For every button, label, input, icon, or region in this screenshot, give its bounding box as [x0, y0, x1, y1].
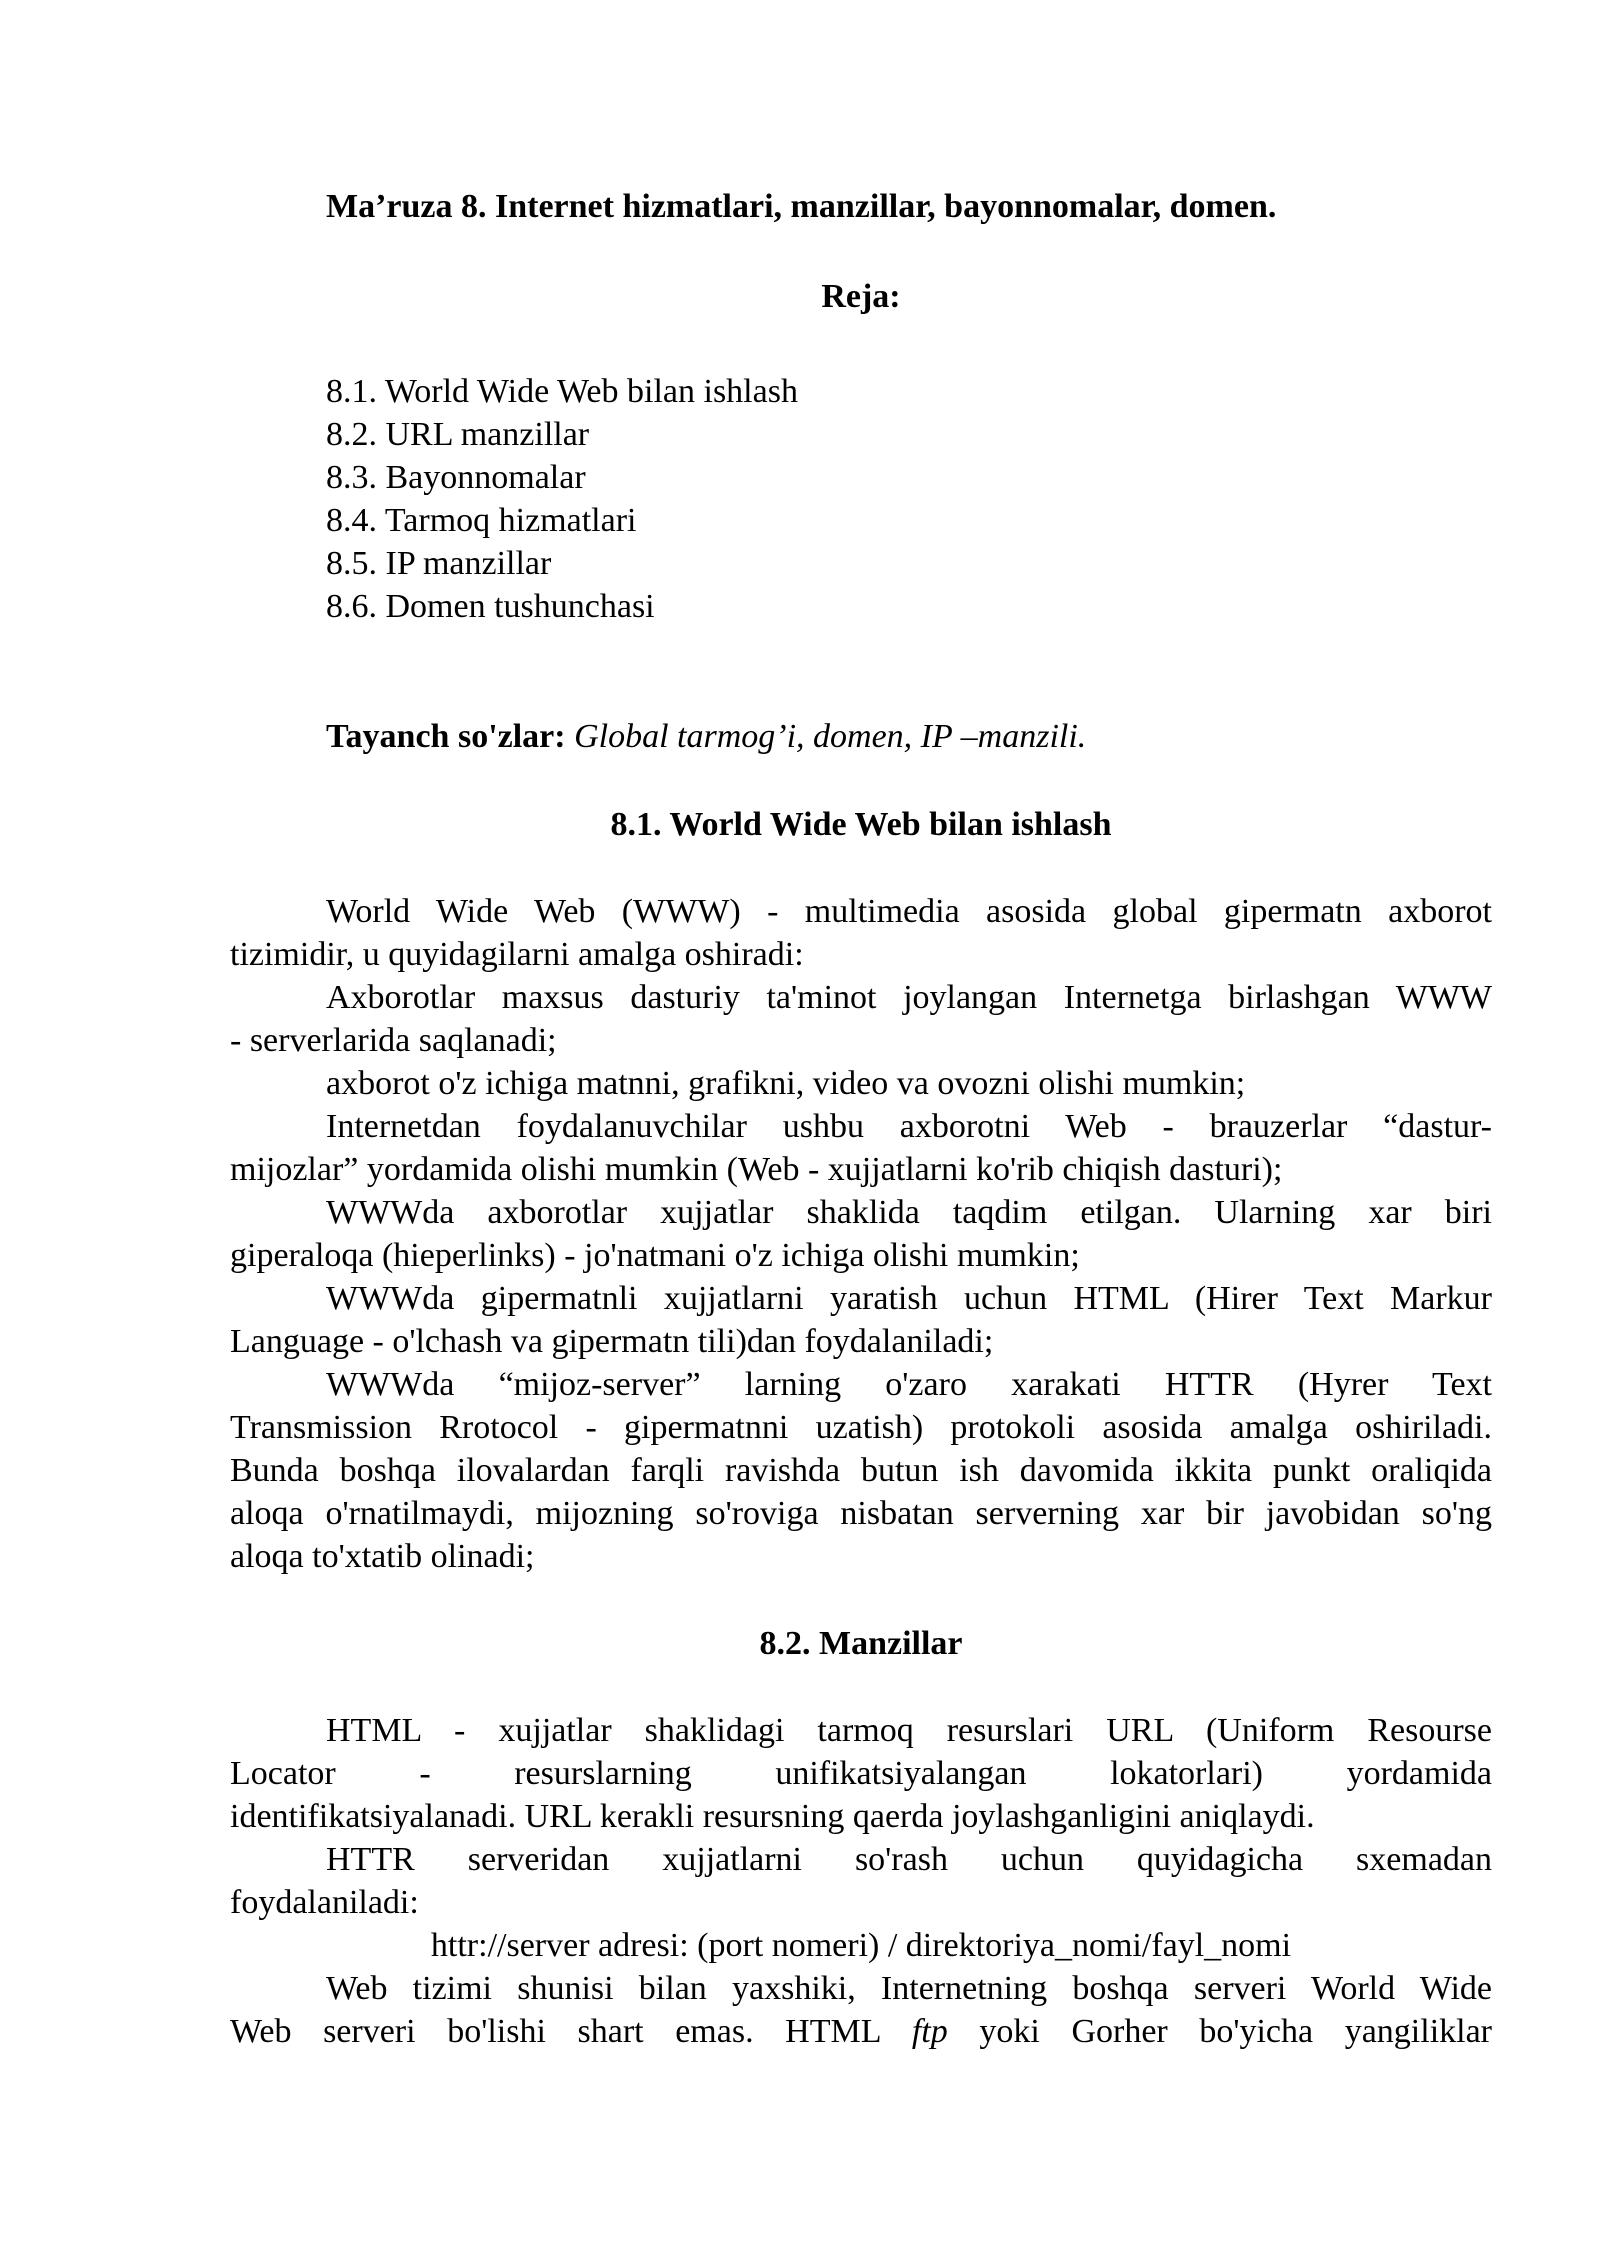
paragraph-line: Internetdan foydalanuvchilar ushbu axborotni Web - brauzerlar “dastur-: [326, 1108, 1492, 1145]
paragraph-line: Locator - resurslarning unifikatsiyalangan lokatorlari) yordamida: [230, 1755, 1492, 1792]
paragraph-line: Transmission Rrotocol - gipermatnni uzatish) protokoli asosida amalga oshiriladi.: [230, 1409, 1492, 1446]
paragraph-line: - serverlarida saqlanadi;: [230, 1022, 557, 1059]
plan-item: 8.1. World Wide Web bilan ishlash: [326, 373, 798, 410]
paragraph-line: WWWda gipermatnli xujjatlarni yaratish uchun HTML (Hirer Text Markur: [326, 1280, 1492, 1317]
plan-heading: Reja:: [821, 278, 901, 315]
paragraph-line: identifikatsiyalanadi. URL kerakli resursning qaerda joylashganligini aniqlaydi.: [230, 1798, 1315, 1835]
plan-item: 8.2. URL manzillar: [326, 416, 590, 453]
section-heading: 8.1. World Wide Web bilan ishlash: [610, 806, 1112, 843]
paragraph-line: mijozlar” yordamida olishi mumkin (Web - xujjatlarni ko'rib chiqish dasturi);: [230, 1151, 1283, 1188]
paragraph-line: Axborotlar maxsus dasturiy ta'minot joylangan Internetga birlashgan WWW: [326, 979, 1492, 1016]
paragraph-line: Language - o'lchash va gipermatn tili)dan foydalaniladi;: [230, 1323, 994, 1360]
paragraph-line: aloqa to'xtatib olinadi;: [230, 1538, 535, 1575]
paragraph-line: WWWda “mijoz-server” larning o'zaro xarakati HTTR (Hyrer Text: [326, 1366, 1492, 1403]
paragraph-line: Bunda boshqa ilovalardan farqli ravishda butun ish davomida ikkita punkt oraliqida: [230, 1452, 1492, 1489]
plan-item: 8.5. IP manzillar: [326, 545, 552, 582]
paragraph-line: giperaloqa (hieperlinks) - jo'natmani o'z ichiga olishi mumkin;: [230, 1237, 1080, 1274]
keywords-label: Tayanch so'zlar:: [326, 718, 566, 755]
document-title: Ma’ruza 8. Internet hizmatlari, manzillar, bayonnomalar, domen.: [326, 188, 1277, 225]
section-heading: 8.2. Manzillar: [759, 1625, 963, 1662]
paragraph-line: HTML - xujjatlar shaklidagi tarmoq resurslari URL (Uniform Resourse: [326, 1712, 1492, 1749]
paragraph-line: HTTR serveridan xujjatlarni so'rash uchun quyidagicha sxemadan: [326, 1841, 1492, 1878]
paragraph-line: aloqa o'rnatilmaydi, mijozning so'roviga nisbatan serverning xar bir javobidan so'ng: [230, 1495, 1492, 1532]
plan-item: 8.3. Bayonnomalar: [326, 459, 586, 496]
paragraph-line: [230, 2010, 1492, 2053]
plan-item: 8.6. Domen tushunchasi: [326, 588, 655, 625]
paragraph-line: Web tizimi shunisi bilan yaxshiki, Internetning boshqa serveri World Wide: [326, 1970, 1492, 2007]
ftp-term: ftp: [911, 2013, 948, 2050]
paragraph-line: World Wide Web (WWW) - multimedia asosida global gipermatn axborot: [326, 893, 1492, 930]
line-text: Web serveri bo'lishi shart emas. HTML: [230, 2013, 912, 2050]
paragraph-line: foydalaniladi:: [230, 1884, 419, 1921]
keywords-value: Global tarmog’i, domen, IP –manzili.: [565, 718, 1087, 755]
keywords-line: [326, 715, 1588, 758]
paragraph-line: WWWda axborotlar xujjatlar shaklida taqdim etilgan. Ularning xar biri: [326, 1194, 1492, 1231]
url-scheme-line: httr://server adresi: (port nomeri) / direktoriya_nomi/fayl_nomi: [430, 1927, 1292, 1964]
paragraph-line: tizimidir, u quyidagilarni amalga oshiradi:: [230, 936, 804, 973]
line-text: yoki Gorher bo'yicha yangiliklar: [947, 2013, 1493, 2050]
paragraph-line: axborot o'z ichiga matnni, grafikni, video va ovozni olishi mumkin;: [326, 1065, 1246, 1102]
plan-item: 8.4. Tarmoq hizmatlari: [326, 502, 637, 539]
